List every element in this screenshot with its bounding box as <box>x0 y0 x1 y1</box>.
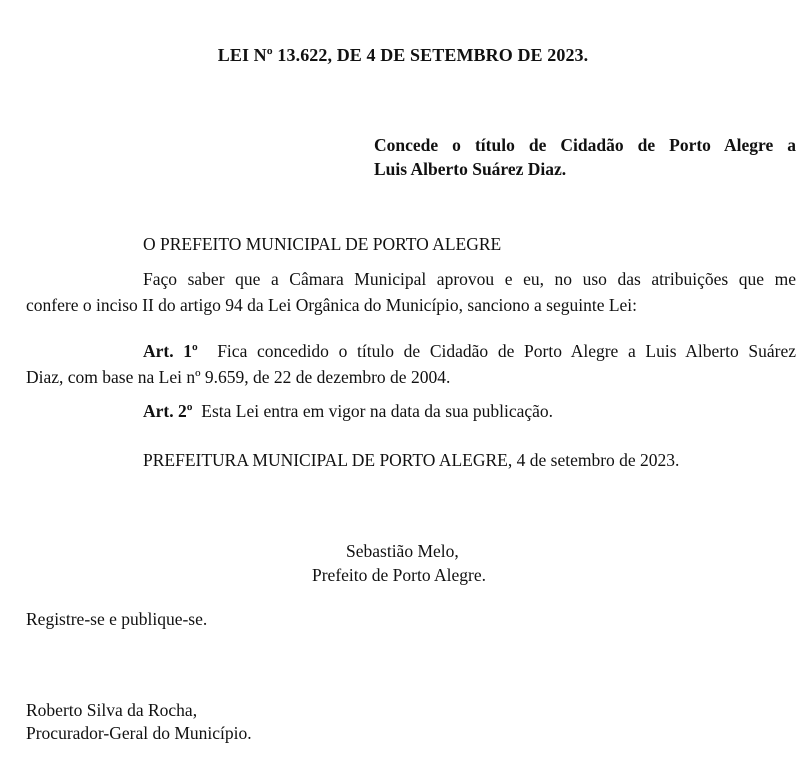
article-2-number: Art. 2º <box>143 401 193 421</box>
article-1-text-line-1: Fica concedido o título de Cidadão de Porto Alegre a Luis Alberto Suárez <box>217 341 797 361</box>
signer-name: Sebastião Melo, <box>346 541 459 561</box>
signer-role: Prefeito de Porto Alegre. <box>312 565 486 585</box>
article-1-number: Art. 1º <box>143 341 198 361</box>
article-1 <box>26 338 796 390</box>
law-summary <box>374 133 796 181</box>
intro-line-2: confere o inciso II do artigo 94 da Lei Orgânica do Município, sanciono a seguinte Lei: <box>26 295 638 315</box>
law-title: LEI Nº 13.622, DE 4 DE SETEMBRO DE 2023. <box>217 45 589 65</box>
closing-place-date: PREFEITURA MUNICIPAL DE PORTO ALEGRE, 4 de setembro de 2023. <box>143 450 680 470</box>
register-note: Registre-se e publique-se. <box>26 609 208 629</box>
law-summary-line-2: Luis Alberto Suárez Diaz. <box>374 159 567 179</box>
law-summary-line-1: Concede o título de Cidadão de Porto Alegre a <box>374 135 796 155</box>
intro-line-1: Faço saber que a Câmara Municipal aprovou e eu, no uso das atribuições que me <box>143 269 796 289</box>
article-1-first-line <box>26 338 796 364</box>
attorney-name: Roberto Silva da Rocha, <box>26 700 198 720</box>
article-2 <box>26 398 796 424</box>
article-2-first-line <box>26 398 796 424</box>
intro-paragraph <box>26 266 796 318</box>
attorney-role: Procurador-Geral do Município. <box>26 723 252 743</box>
article-2-text: Esta Lei entra em vigor na data da sua publicação. <box>201 401 554 421</box>
mayor-heading: O PREFEITO MUNICIPAL DE PORTO ALEGRE <box>143 234 502 254</box>
article-1-text-line-2: Diaz, com base na Lei nº 9.659, de 22 de dezembro de 2004. <box>26 367 451 387</box>
